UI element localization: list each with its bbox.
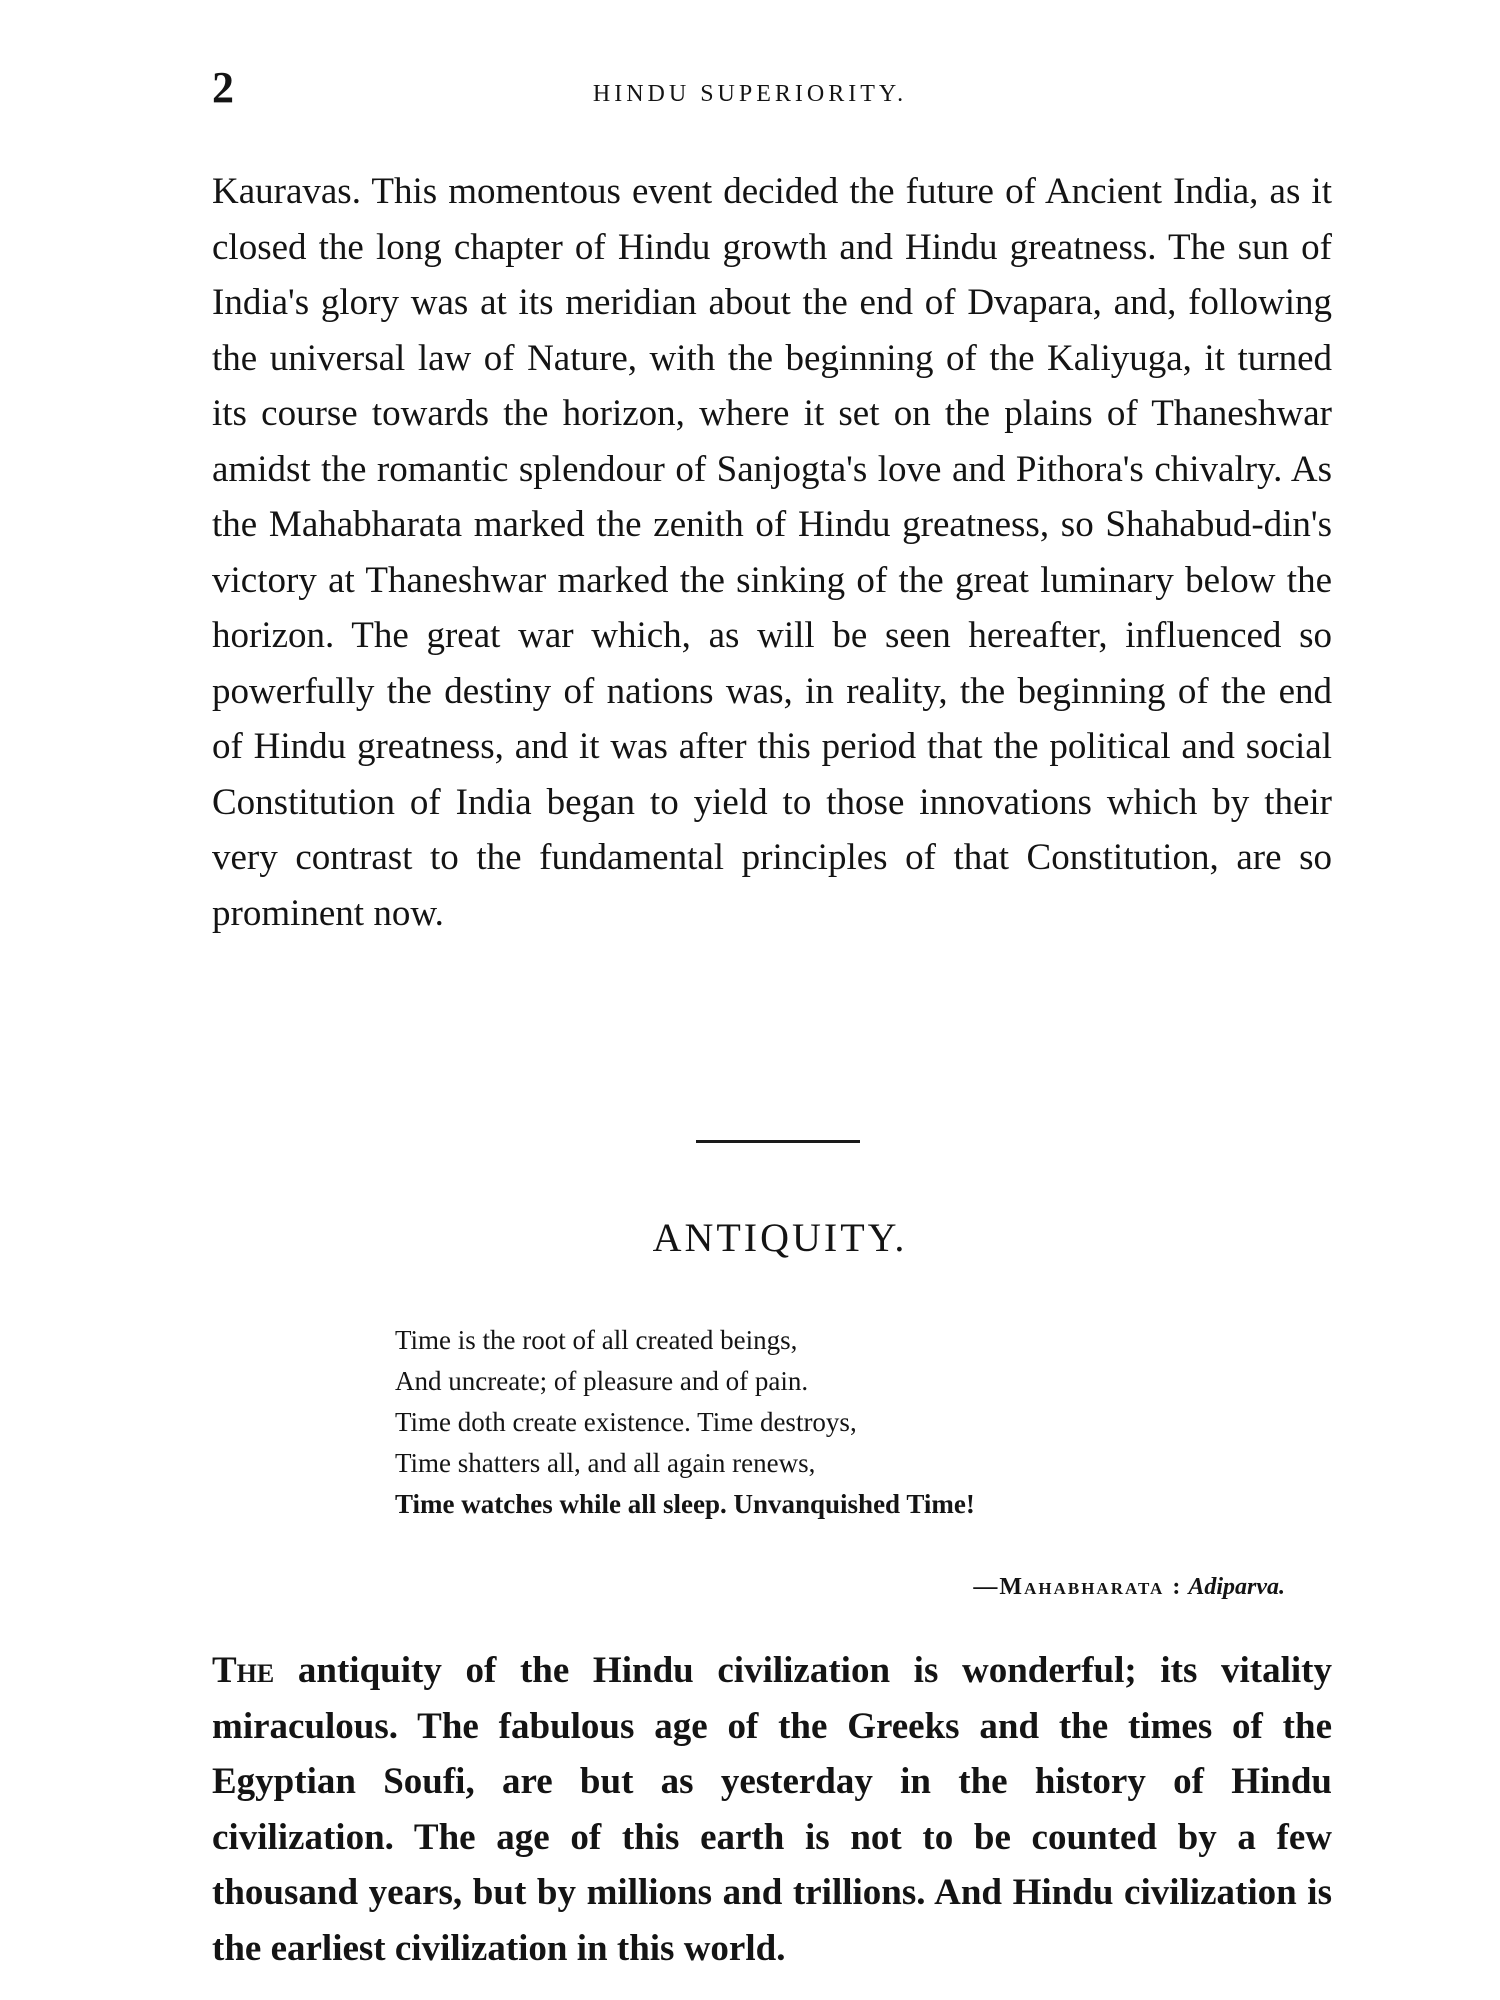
epigraph-line: Time is the root of all created beings,: [395, 1325, 798, 1355]
paragraph-kauravas: [212, 164, 1332, 941]
page-number: 2: [212, 63, 234, 112]
attribution-work: Adiparva.: [1188, 1574, 1285, 1600]
section-title: ANTIQUITY.: [652, 1215, 908, 1260]
paragraph-text: [212, 1643, 1332, 1976]
paragraph-antiquity: [212, 1643, 1332, 1976]
attribution-source: —Mahabharata :: [973, 1574, 1183, 1600]
epigraph-line: Time shatters all, and all again renews,: [395, 1448, 816, 1478]
paragraph-text: Kauravas. This momentous event decided the future of Ancient India, as it closed the long chapter of Hindu growth and Hindu greatness. The sun of India's glory was at its meridian about the end of Dvapara, and, following the universal law of Nature, with the beginning of the Kaliyuga, it turned its course towards the horizon, where it set on the plains of Thaneshwar amidst the romantic splendour of Sanjogta's love and Pithora's chivalry. As the Mahabharata marked the zenith of Hindu greatness, so Shahabud-din's victory at Thaneshwar marked the sinking of the great luminary below the horizon. The great war which, as will be seen hereafter, influenced so powerfully the destiny of nations was, in reality, the beginning of the end of Hindu greatness, and it was after this period that the political and social Constitution of India began to yield to those innovations which by their very contrast to the fundamental principles of that Constitution, are so prominent now.: [212, 171, 1332, 934]
paragraph-body: antiquity of the Hindu civilization is wonderful; its vitality miraculous. The fabulous age of the Greeks and the times of the Egyptian Soufi, are but as yesterday in the history of Hindu civilization. The age of this earth is not to be counted by a few thousand years, but by millions and trillions. And Hindu civilization is the earliest civilization in this world.: [212, 1650, 1332, 1969]
epigraph-attribution: [973, 1574, 1285, 1601]
section-divider: [696, 1140, 860, 1143]
epigraph-line: Time doth create existence. Time destroys,: [395, 1407, 857, 1437]
epigraph-line: Time watches while all sleep. Unvanquished Time!: [395, 1489, 975, 1519]
running-head: HINDU SUPERIORITY.: [592, 81, 908, 107]
paragraph-lead-word: The: [212, 1650, 275, 1691]
epigraph-line: And uncreate; of pleasure and of pain.: [395, 1366, 809, 1396]
epigraph: [395, 1320, 1295, 1525]
